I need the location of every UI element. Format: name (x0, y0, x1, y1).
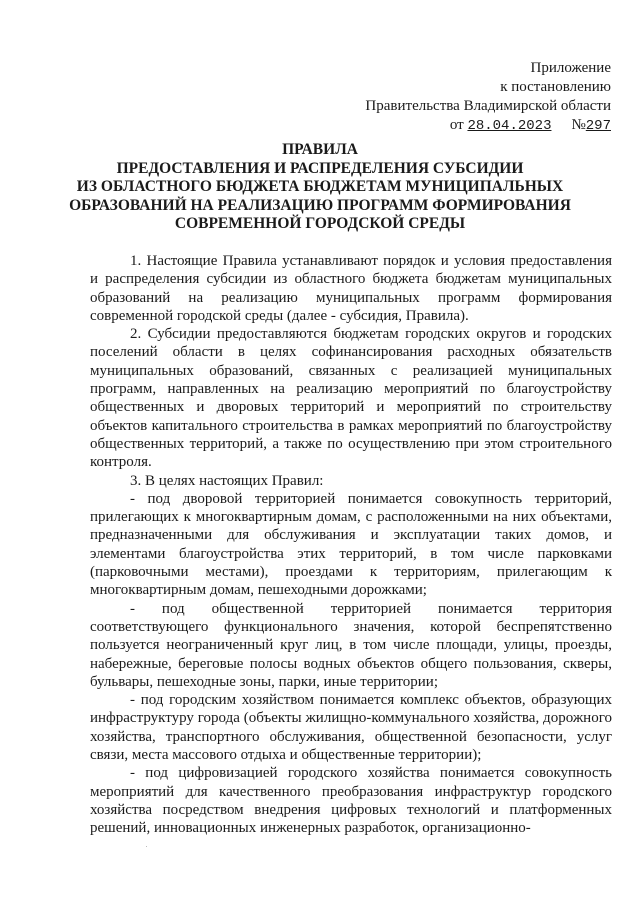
annex-block (365, 59, 611, 136)
annex-number-label: № (571, 117, 586, 133)
annex-label: Приложение (530, 60, 611, 76)
annex-date: 28.04.2023 (467, 118, 552, 134)
title-line-3: ИЗ ОБЛАСТНОГО БЮДЖЕТА БЮДЖЕТАМ МУНИЦИПАЛЬНЫХ (76, 178, 564, 195)
title-line-5: СОВРЕМЕННОЙ ГОРОДСКОЙ СРЕДЫ (174, 215, 466, 232)
document-title (0, 141, 640, 234)
title-line-4: ОБРАЗОВАНИЙ НА РЕАЛИЗАЦИЮ ПРОГРАММ ФОРМИРОВАНИЯ (69, 196, 571, 214)
annex-resolution-label: к постановлению (500, 79, 611, 95)
title-line-2: ПРЕДОСТАВЛЕНИЯ И РАСПРЕДЕЛЕНИЯ СУБСИДИИ (116, 159, 524, 177)
annex-from-label: от (449, 117, 464, 133)
paragraph-7: - под цифровизацией городского хозяйства понимается совокупность мероприятий для качественного преобразования инфраструктур городского хозяйства посредством внедрения цифровых технологий и платформенных решений, инновационных инженерных разработок, организационно- (90, 765, 612, 837)
paragraph-4: - под дворовой территорией понимается совокупность территорий, прилегающих к многоквартирным домам, с расположенными на них объектами, предназначенными для обслуживания и эксплуатации таких домов, и элементами благоустройства этих территорий, в том числе парковками (парковочными местами), проездами к территориям, прилегающим к многоквартирным домам, пешеходными дорожками; (90, 490, 612, 599)
annex-government-label: Правительства Владимирской области (365, 98, 611, 114)
scan-speck (146, 846, 147, 847)
paragraph-5: - под общественной территорией понимается территория соответствующего функционального значения, которой беспрепятственно пользуется неограниченный круг лиц, в том числе площади, улицы, проезды, набережные, береговые полосы водных объектов общего пользования, скверы, бульвары, пешеходные зоны, парки, иные территории; (90, 600, 612, 690)
title-line-1: ПРАВИЛА (282, 141, 358, 158)
document-body (90, 252, 612, 838)
annex-number: 297 (585, 118, 611, 134)
paragraph-6: - под городским хозяйством понимается комплекс объектов, образующих инфраструктуру города (объекты жилищно-коммунального хозяйства, дорожного хозяйства, транспортного обслуживания, общественной безопасности, услуг связи, места массового отдыха и общественные территории); (90, 692, 612, 764)
annex-date-number-line (365, 116, 611, 136)
paragraph-2: 2. Субсидии предоставляются бюджетам городских округов и городских поселений области в целях софинансирования расходных обязательств муниципальных образований, связанных с реализацией муниципальных программ, направленных на реализацию мероприятий по благоустройству общественных и дворовых территорий и мероприятий по строительству объектов капитального строительства в рамках мероприятий по благоустройству общественных территорий, а также по осуществлению при этом строительного контроля. (90, 326, 612, 471)
paragraph-3: 3. В целях настоящих Правил: (130, 472, 324, 489)
paragraph-1: 1. Настоящие Правила устанавливают порядок и условия предоставления и распределения субсидии из областного бюджета бюджетам муниципальных образований на реализацию муниципальных программ формирования современной городской среды (далее - субсидия, Правила). (90, 253, 612, 324)
